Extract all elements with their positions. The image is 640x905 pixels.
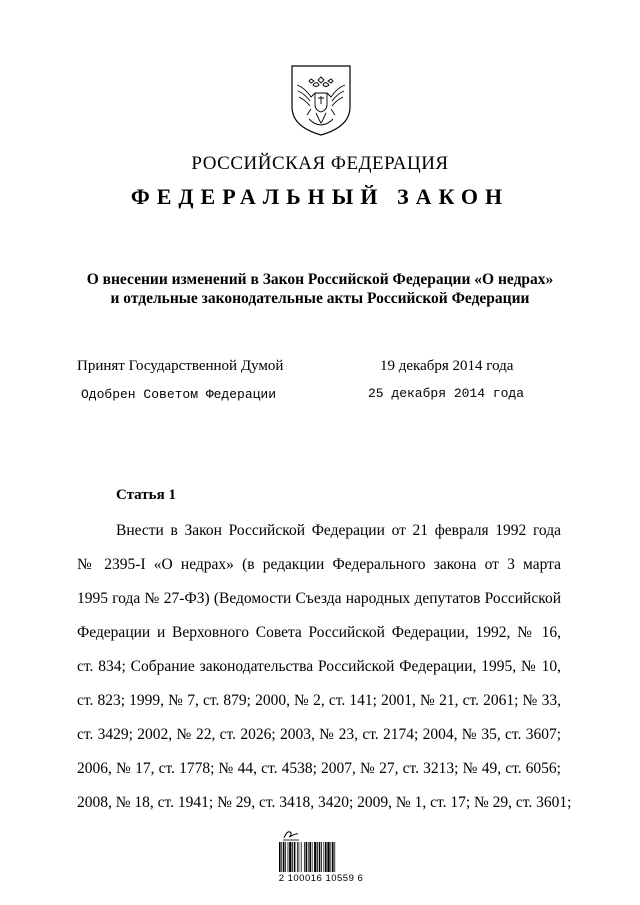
article-line: Внести в Закон Российской Федерации от 21 февраля 1992 года — [116, 522, 561, 539]
barcode-bar — [288, 842, 289, 872]
article-line: № 2395-I «О недрах» (в редакции Федерального закона от 3 марта — [77, 556, 561, 573]
document-type: ФЕДЕРАЛЬНЫЙ ЗАКОН — [130, 184, 510, 209]
barcode-bar — [292, 842, 293, 872]
barcode-bar — [330, 842, 331, 872]
barcode-bar — [321, 842, 322, 872]
barcode-bar — [309, 842, 311, 872]
barcode-bar — [285, 842, 286, 872]
barcode-bar — [317, 842, 318, 872]
article-line: ст. 3429; 2002, № 22, ст. 2026; 2003, № 23, ст. 2174; 2004, № 35, ст. 3607; — [77, 726, 561, 743]
barcode-bar — [306, 842, 308, 872]
barcode-bar — [325, 842, 327, 872]
duma-adoption-label: Принят Государственной Думой — [77, 358, 284, 374]
article-line: Федерации и Верховного Совета Российской Федерации, 1992, № 16, — [77, 624, 561, 641]
barcode-bar — [289, 842, 291, 872]
barcode-bar — [308, 842, 309, 872]
barcode-bar — [294, 842, 296, 872]
duma-adoption-date: 19 декабря 2014 года — [380, 358, 514, 374]
barcode-bar — [301, 842, 302, 872]
article-line: ст. 834; Собрание законодательства Российской Федерации, 1995, № 10, — [77, 658, 561, 675]
article-line: 1995 года № 27-ФЗ) (Ведомости Съезда народных депутатов Российской — [77, 590, 561, 607]
article-line: 2008, № 18, ст. 1941; № 29, ст. 3418, 3420; 2009, № 1, ст. 17; № 29, ст. 3601; — [77, 794, 572, 811]
barcode-bar — [327, 842, 329, 872]
barcode-bar — [314, 842, 316, 872]
country-name: РОССИЙСКАЯ ФЕДЕРАЦИЯ — [191, 153, 449, 174]
barcode-bar — [281, 842, 282, 872]
barcode-bar — [334, 842, 335, 872]
council-approval-date: 25 декабря 2014 года — [368, 386, 525, 401]
article-heading: Статья 1 — [116, 487, 176, 503]
council-approval-label: Одобрен Советом Федерации — [81, 387, 277, 402]
barcode-bar — [312, 842, 313, 872]
law-title — [40, 270, 600, 308]
stamp-icon — [282, 828, 300, 840]
barcode — [278, 842, 360, 876]
barcode-number: 2 100016 10559 6 — [278, 873, 364, 884]
barcode-bar — [279, 842, 281, 872]
barcode-bar — [319, 842, 321, 872]
barcode-bar — [304, 842, 305, 872]
article-line: 2006, № 17, ст. 1778; № 44, ст. 4538; 2007, № 27, ст. 3213; № 49, ст. 6056; — [77, 760, 561, 777]
coat-of-arms-icon — [289, 63, 353, 137]
barcode-bar — [323, 842, 324, 872]
law-title-line-1: О внесении изменений в Закон Российской Федерации «О недрах» — [86, 271, 554, 288]
article-body — [77, 514, 572, 820]
barcode-bar — [283, 842, 285, 872]
article-line: ст. 823; 1999, № 7, ст. 879; 2000, № 2, ст. 141; 2001, № 21, ст. 2061; № 33, — [77, 692, 561, 709]
barcode-bar — [299, 842, 300, 872]
barcode-bar — [297, 842, 298, 872]
barcode-bar — [332, 842, 334, 872]
law-title-line-2: и отдельные законодательные акты Российской Федерации — [110, 290, 530, 307]
